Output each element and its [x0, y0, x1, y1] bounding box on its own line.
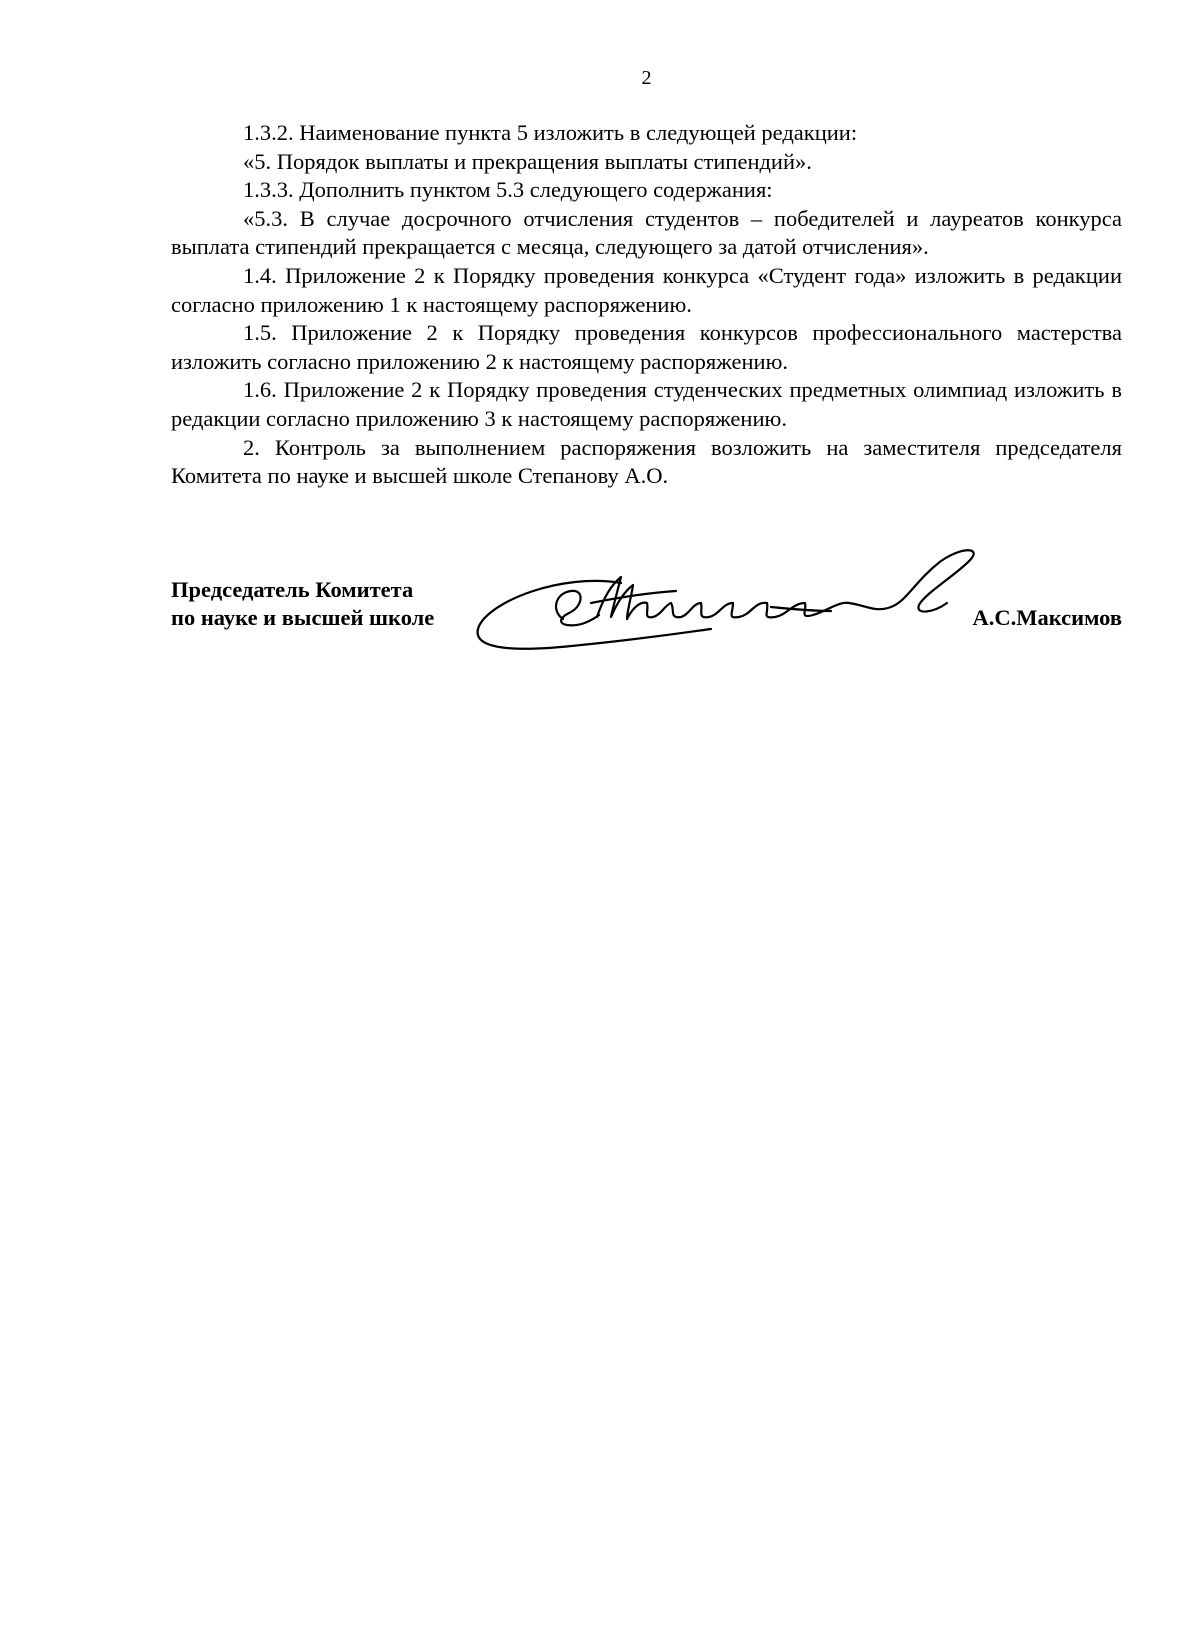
signer-name: А.С.Максимов — [972, 605, 1122, 630]
signer-title-line: по науке и высшей школе — [171, 605, 435, 630]
handwritten-signature — [471, 541, 991, 661]
paragraph: «5. Порядок выплаты и прекращения выплаты стипендий». — [243, 148, 812, 174]
paragraph: 1.3.3. Дополнить пунктом 5.3 следующего содержания: — [243, 177, 773, 203]
page-number: 2 — [641, 67, 652, 89]
paragraph: «5.3. В случае досрочного отчисления студентов – победителей и лауреатов конкурса выплата стипендий прекращается с месяца, следующего за датой отчисления». — [171, 205, 1122, 260]
paragraph: 1.4. Приложение 2 к Порядку проведения конкурса «Студент года» изложить в редакции согласно приложению 1 к настоящему распоряжению. — [171, 262, 1122, 317]
paragraph: 1.3.2. Наименование пункта 5 изложить в следующей редакции: — [243, 120, 858, 145]
paragraph: 2. Контроль за выполнением распоряжения возложить на заместителя председателя Комитета по науке и высшей школе Степанову А.О. — [171, 434, 1122, 489]
signature-block — [171, 576, 1122, 686]
paragraph: 1.5. Приложение 2 к Порядку проведения конкурсов профессионального мастерства изложить согласно приложению 2 к настоящему распоряжению. — [171, 320, 1122, 374]
document-body — [171, 119, 1122, 491]
signer-title-line: Председатель Комитета — [171, 577, 414, 602]
signer-title — [171, 576, 434, 632]
paragraph: 1.6. Приложение 2 к Порядку проведения студенческих предметных олимпиад изложить в редакции согласно приложению 3 к настоящему распоряжению. — [171, 377, 1122, 431]
